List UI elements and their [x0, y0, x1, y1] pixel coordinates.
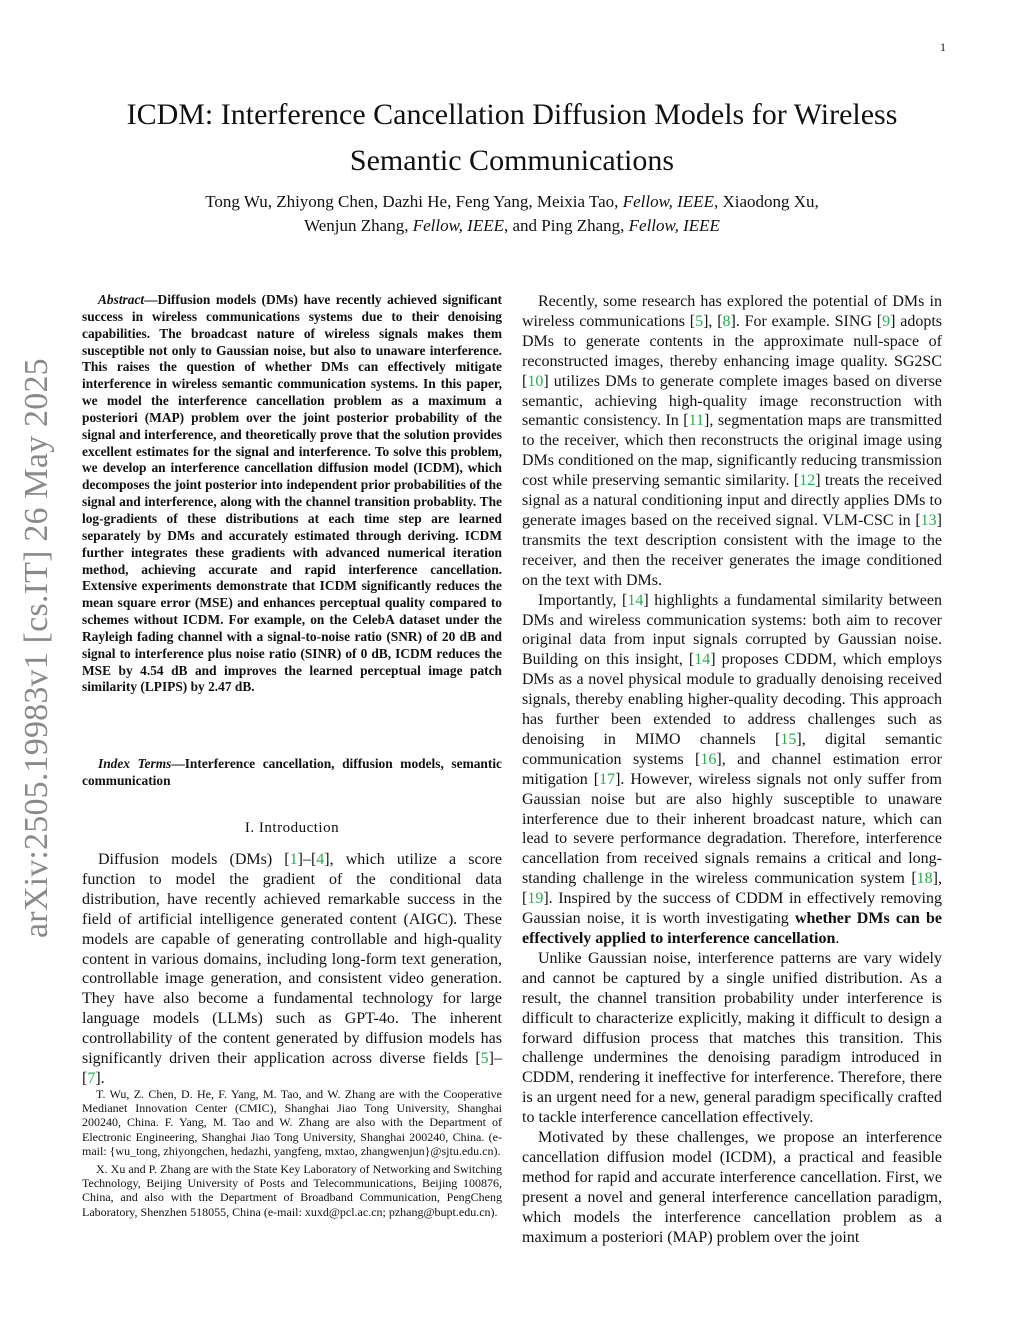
citation-link[interactable]: 11: [688, 412, 705, 430]
text-run: Importantly, [: [538, 591, 628, 609]
index-terms-label: Index Terms: [98, 756, 172, 771]
authors-line2: Wenjun Zhang,: [304, 216, 413, 235]
text-run: ], [: [522, 870, 942, 908]
index-terms-dash: —: [171, 756, 185, 771]
citation-link[interactable]: 1: [289, 851, 298, 868]
text-run: .: [835, 930, 840, 947]
page-number: 1: [940, 40, 946, 54]
footnote-affiliation-2: X. Xu and P. Zhang are with the State Key Laboratory of Networking and Switching Technology, Beijing University of Posts and Telecommunications, Beijing 100876, China, and also with the Department of Broadband Communication, PengCheng Laboratory, Shenzhen 518055, China (e-mail: xuxd@pcl.ac.cn; pzhang@bupt.edu.cn).: [82, 1162, 502, 1219]
text-run: ] treats the received signal as a natural conditioning input and directly applies DMs to generate images based on the received signal. VLM-CSC in [: [522, 472, 942, 529]
authors-line2-mid: , and Ping Zhang,: [503, 216, 629, 235]
text-run: ]–[: [297, 851, 317, 868]
citation-link[interactable]: 14: [627, 591, 644, 609]
citation-link[interactable]: 19: [527, 890, 544, 908]
paragraph: [522, 292, 942, 591]
text-run: Recently, some research has explored the potential of DMs in wireless communications [: [522, 293, 942, 330]
citation-link[interactable]: 10: [527, 372, 544, 390]
citation-link[interactable]: 4: [316, 851, 325, 868]
authors-line1-end: , Xiaodong Xu,: [713, 192, 819, 211]
key-question: whether DMs can be effectively applied to interference cancellation: [522, 910, 942, 947]
index-terms: [82, 755, 502, 789]
paragraph: Motivated by these challenges, we propose an interference cancellation diffusion model (ICDM), a practical and feasible method for rapid and accurate interference cancellation. First, we present a novel and general interference cancellation paradigm, which models the interference cancellation problem as a maximum a posteriori (MAP) problem over the joint: [522, 1129, 942, 1246]
citation-link[interactable]: 5: [480, 1050, 489, 1068]
index-terms-text: Interference cancellation, diffusion models, semantic communication: [82, 756, 502, 788]
citation-link[interactable]: 15: [780, 730, 797, 748]
footnote-affiliation-1: T. Wu, Z. Chen, D. He, F. Yang, M. Tao, and W. Zhang are with the Cooperative Medianet Innovation Center (CMIC), Shanghai Jiao Tong University, Shanghai 200240, China. F. Yang, M. Tao and W. Zhang are also with the Department of Electronic Engineering, Shanghai Jiao Tong University, Shanghai 200240, China. (e-mail: {wu_tong, zhiyongchen, hedazhi, yangfeng, mxtao, zhangwenjun}@sjtu.edu.cn).: [82, 1087, 502, 1158]
text-run: ]. However, wireless signals not only suffer from Gaussian noise but are also highly susceptible to unaware interference due to their inherent broadcast nature, which can lead to severe performance degradation. Therefore, interference cancellation from received signals remains a critical and long-standing challenge in the wireless communication system [: [522, 770, 942, 888]
text-run: ]. Inspired by the success of CDDM in effectively removing Gaussian noise, it is worth investigating: [522, 890, 942, 928]
paragraph: [522, 591, 942, 949]
author-list: [110, 190, 914, 238]
citation-link[interactable]: 9: [882, 312, 891, 330]
paper-title: ICDM: Interference Cancellation Diffusion Models for Wireless Semantic Communications: [126, 98, 898, 177]
citation-link[interactable]: 18: [916, 870, 933, 888]
right-column: [522, 292, 942, 1248]
abstract-dash: —: [144, 292, 158, 307]
citation-link[interactable]: 5: [695, 312, 704, 330]
citation-link[interactable]: 13: [920, 511, 937, 529]
text-run: ] proposes CDDM, which employs DMs as a novel physical module to gradually denoising received signals, thereby enabling higher-quality decoding. This approach has further been extended to address challenges such as denoising in MIMO channels [: [522, 651, 942, 748]
text-run: ] utilizes DMs to generate complete images based on diverse semantic, achieving high-quality image reconstruction with semantic consistency. In [: [522, 372, 942, 430]
citation-link[interactable]: 14: [694, 651, 711, 669]
text-run: ].: [95, 1069, 105, 1087]
footnotes: [82, 1087, 502, 1223]
text-run: ], digital semantic communication systems [: [522, 730, 943, 768]
fellow-tag: Fellow, IEEE: [412, 216, 504, 235]
text-run: ] highlights a fundamental similarity between DMs and wireless communication systems: both aim to recover original data from input signals corrupted by Gaussian noise. Building on this insight, [: [522, 591, 943, 669]
text-run: ], segmentation maps are transmitted to the receiver, which then reconstructs the original image using DMs conditioned on the map, significantly reducing transmission cost while preserving semantic similarity. [: [522, 412, 942, 490]
text-run: ] transmits the text description consistent with the image to the receiver, and then the receiver generates the image conditioned on the text with DMs.: [522, 511, 942, 589]
abstract-text: Diffusion models (DMs) have recently achieved significant success in wireless communications systems due to their denoising capabilities. The broadcast nature of wireless signals makes them susceptible not only to Gaussian noise, but also to unaware interference. This raises the question of whether DMs can effectively mitigate interference in wireless semantic communication systems. In this paper, we model the interference cancellation problem as a maximum a posteriori (MAP) problem over the joint posterior probability of the signal and interference, and theoretically prove that the solution provides excellent estimates for the signal and interference. To solve this problem, we develop an interference cancellation diffusion model (ICDM), which decomposes the joint posterior into independent prior probabilities of the signal and interference, along with the channel transition probablity. The log-gradients of these distributions at each time step are learned separately by DMs and accurately estimated through deriving. ICDM further integrates these gradients with advanced numerical iteration method, achieving accurate and rapid interference cancellation. Extensive experiments demonstrate that ICDM significantly reduces the mean square error (MSE) and enhances perceptual quality compared to schemes without ICDM. For example, on the CelebA dataset under the Rayleigh fading channel with a signal-to-noise ratio (SNR) of 20 dB and signal to interference plus noise ratio (SINR) of 0 dB, ICDM reduces the MSE by 4.54 dB and improves the learned perceptual image patch similarity (LPIPS) by 2.47 dB.: [82, 292, 502, 695]
text-run: ], and channel estimation error mitigation [: [522, 750, 943, 788]
citation-link[interactable]: 17: [599, 770, 616, 788]
text-run: ]. For example. SING [: [730, 312, 883, 330]
text-run: ], [: [703, 312, 723, 330]
section-heading: I. Introduction: [244, 820, 340, 836]
citation-link[interactable]: 7: [87, 1069, 96, 1087]
arxiv-stamp: arXiv:2505.19983v1 [cs.IT] 26 May 2025: [18, 358, 55, 938]
fellow-tag: Fellow, IEEE: [622, 192, 714, 211]
citation-link[interactable]: 16: [700, 750, 717, 768]
text-run: ] adopts DMs to generate contents in the approximate null-space of reconstructed images, thereby enhancing image quality. SG2SC [: [522, 312, 942, 390]
text-run: Diffusion models (DMs) [: [98, 851, 290, 868]
authors-line1: Tong Wu, Zhiyong Chen, Dazhi He, Feng Yang, Meixia Tao,: [205, 192, 623, 211]
citation-link[interactable]: 12: [799, 472, 816, 490]
text-run: ]–[: [82, 1050, 502, 1087]
abstract: [82, 292, 502, 696]
paragraph: Unlike Gaussian noise, interference patterns are vary widely and cannot be captured by a single unified distribution. As a result, the channel transition probability under interference is difficult to characterize explicitly, making it difficult to design a forward diffusion process that matches this transition. This challenge undermines the denoising paradigm introduced in CDDM, rendering it ineffective for interference. Therefore, there is an urgent need for a new, general paradigm specifically crafted to tackle interference cancellation effectively.: [522, 949, 942, 1127]
abstract-label: Abstract: [98, 292, 145, 307]
text-run: ], which utilize a score function to model the gradient of the conditional data distribution, have recently achieved remarkable success in the field of artificial intelligence generated content (AIGC). These models are capable of generating controllable and high-quality content in various domains, including long-form text generation, controllable image generation, and consistent video generation. They have also become a fundamental technology for large language models (LLMs) such as GPT-4o. The inherent controllability of the content generated by diffusion models has significantly driven their application across diverse fields [: [82, 851, 503, 1068]
intro-paragraph: [82, 850, 502, 1089]
fellow-tag: Fellow, IEEE: [628, 216, 720, 235]
citation-link[interactable]: 8: [722, 312, 731, 330]
